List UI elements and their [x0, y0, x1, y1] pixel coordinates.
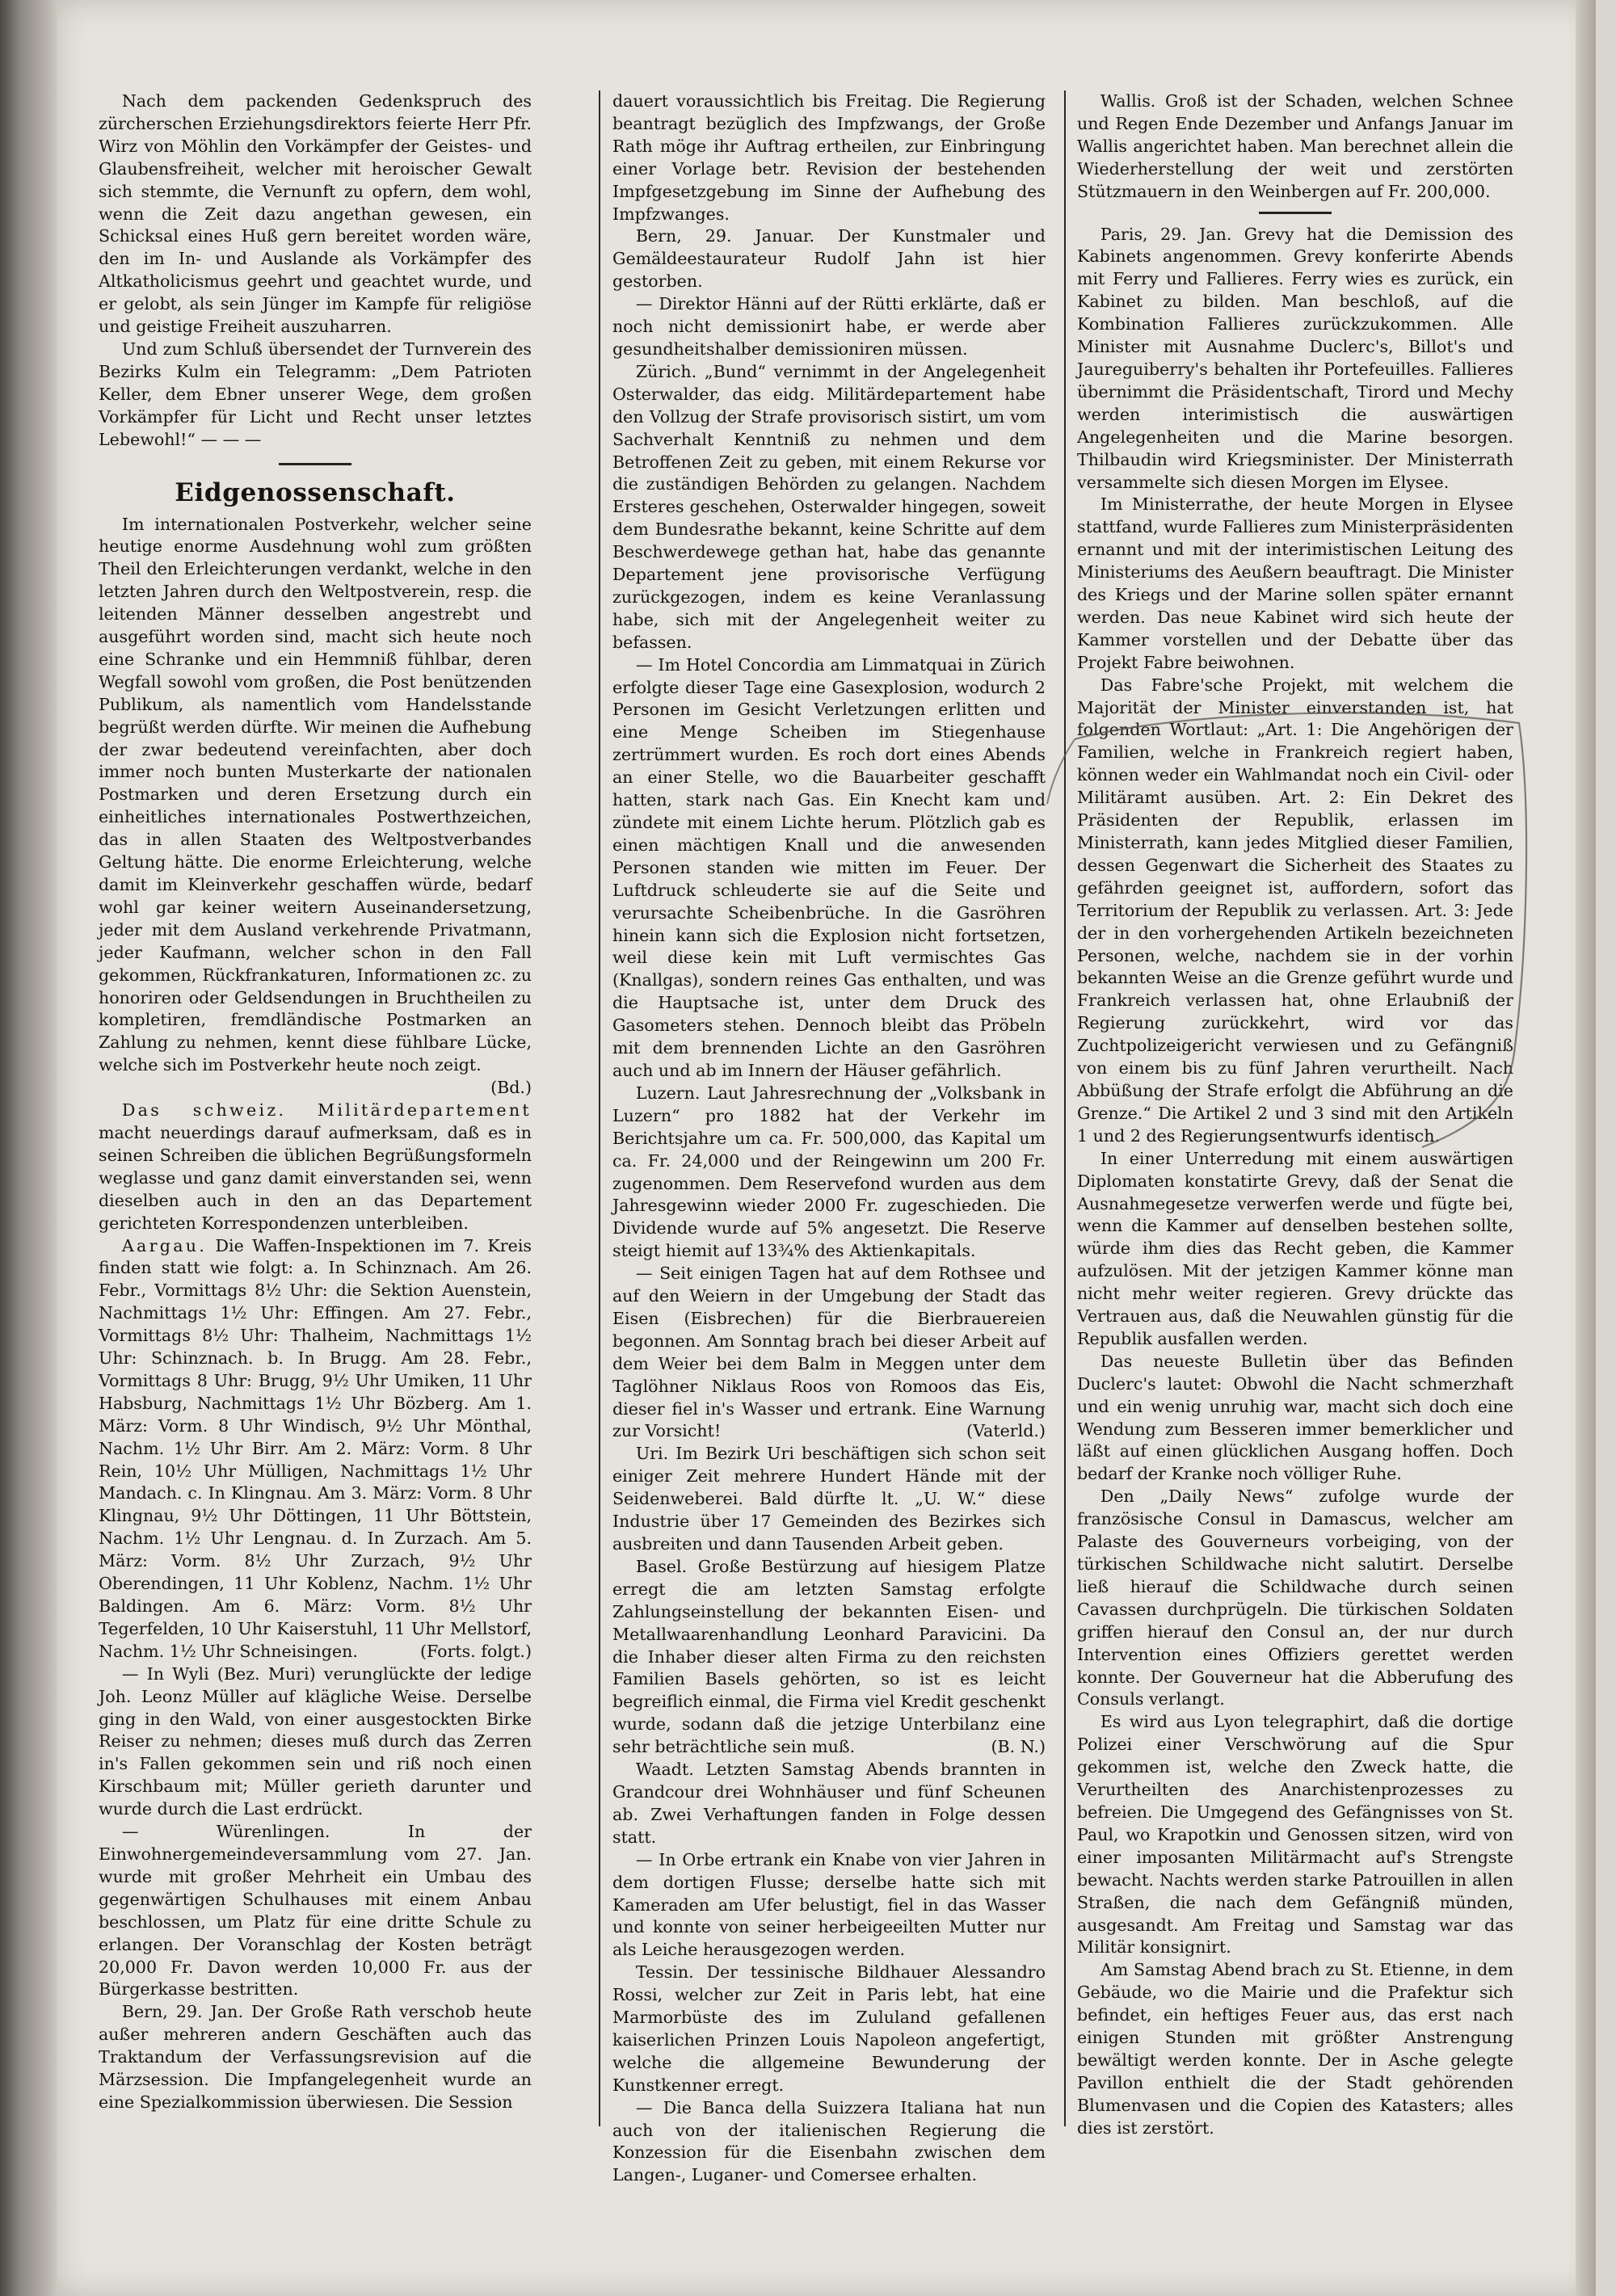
article-body: Basel. Große Bestürzung auf hiesigem Platze erregt die am letzten Samstag erfolgte Zahlungseinstellung der bekannten Eisen- und Metallwaarenhandlung Leonhard Paravicini. Da die Inhaber dieser alten Firma zu den reichsten Familien Basels gehörten, so ist es leicht begreiflich einmal, die Firma viel Kredit geschenkt wurde, sodann daß die jetzige Unterbilanz eine sehr beträchtliche sein muß.	[612, 1556, 1046, 1757]
article-text: Bern, 29. Jan. Der Große Rath verschob heute außer mehreren andern Geschäften auch das Traktandum der Verfassungsrevision auf die Märzsession. Die Impfangelegenheit wurde an eine Spezialkommission überwiesen. Die Session	[99, 2002, 532, 2112]
article-body: — Seit einigen Tagen hat auf dem Rothsee und auf den Weiern in der Umgebung der Stadt das Eisen (Eisbrechen) für die Bierbrauereien begonnen. Am Sonntag brach bei dieser Arbeit auf dem Weier bei dem Balm in Meggen unter dem Taglöhner Niklaus Roos von Romoos das Eis, dieser fiel in's Wasser und ertrank. Eine Warnung zur Vorsicht!	[612, 1264, 1046, 1441]
article-text: Das neueste Bulletin über das Befinden Duclerc's lautet: Obwohl die Nacht schmerzhaft und ein wenig unruhig war, macht sich doch eine Wendung zum Besseren immer bemerklicher und läßt auf einen glücklichen Ausgang hoffen. Doch bedarf der Kranke noch völliger Ruhe.	[1077, 1351, 1513, 1484]
article-lead: Das schweiz. Militärdepartement	[121, 1100, 532, 1121]
column-2	[612, 90, 1046, 2187]
article-text: — In Wyli (Bez. Muri) verunglückte der ledige Joh. Leonz Müller auf klägliche Weise. Derselbe ging in den Wald, von einer ausgestockten Birke Reiser zu nehmen; dieses muß durch das Zerren in's Fallen gekommen sein und riß noch einen Kirschbaum mit; Müller gerieth darunter und wurde durch die Last erdrückt.	[99, 1663, 532, 1819]
article-text: Es wird aus Lyon telegraphirt, daß die dortige Polizei einer Verschwörung auf die Spur gekommen ist, welche den Zweck hatte, die Verurtheilten des Anarchistenprozesses zu befreien. Die Umgegend des Gefängnisses von St. Paul, wo Krapotkin und Genossen sitzen, wird von einer imposanten Militärmacht auf's Strengste bewacht. Nachts werden starke Patrouillen in allen Straßen, die nach dem Gefängniß münden, ausgesandt. Am Freitag und Samstag war das Militär konsignirt.	[1077, 1712, 1513, 1957]
article-body: Im internationalen Postverkehr, welcher seine heutige enorme Ausdehnung wohl zum größten Theil den Erleichterungen verdankt, welche in den letzten Jahren durch den Weltpostverein, resp. die leitenden Männer desselben angestrebt und ausgeführt worden sind, macht sich heute noch eine Schranke und ein Hemmniß fühlbar, deren Wegfall sowohl vom großen, die Post benützenden Publikum, als namentlich vom Handelsstande begrüßt werden dürfte. Wir meinen die Aufhebung der zwar bedeutend vereinfachten, aber doch immer noch bunten Musterkarte der nationalen Postmarken und deren Ersetzung durch ein einheitliches internationales Postwerthzeichen, das in allen Staaten des Weltpostverbandes Geltung hätte. Die enorme Erleichterung, welche damit im Kleinverkehr geschaffen würde, bedarf wohl gar keiner weitern Auseinandersetzung, jeder mit dem Ausland verkehrende Privatmann, jeder Kaufmann, welcher schon in den Fall gekommen, Rückfrankaturen, Informationen zc. zu honoriren oder Geldsendungen in Bruchtheilen zu kompletiren, fremdländische Postmarken an Zahlung zu nehmen, kennt diese fühlbare Lücke, welche sich im Postverkehr heute noch zeigt.	[99, 514, 532, 1075]
column-rule-1	[599, 90, 600, 2126]
article-text: — Im Hotel Concordia am Limmatquai in Zürich erfolgte dieser Tage eine Gasexplosion, wodurch 2 Personen im Gesicht Verletzungen erlitten und eine Menge Scheiben im Stiegenhause zertrümmert wurden. Es roch dort eines Abends an einer Stelle, wo die Bauarbeiter geschafft hatten, stark nach Gas. Ein Knecht kam und zündete mit einem Lichte herum. Plötzlich gab es einen mächtigen Knall und die anwesenden Personen standen wie mitten im Feuer. Der Luftdruck schleuderte sie auf die Seite und verursachte Scheibenbrüche. In die Gasröhren hinein kann sich die Explosion nicht fortsetzen, weil diese kein mit Luft vermischtes Gas (Knallgas), sondern reines Gas enthalten, und was die Hauptsache ist, unter dem Druck des Gasometers stehen. Dennoch bleibt das Pröbeln mit dem brennenden Lichte an den Gasröhren auch und ab im Innern der Häuser gefährlich.	[612, 654, 1046, 1080]
article-text: — Direktor Hänni auf der Rütti erklärte, daß er noch nicht demissionirt habe, er werde aber gesundheitshalber demissioniren müssen.	[612, 294, 1046, 359]
article-text: Im Ministerrathe, der heute Morgen in Elysee stattfand, wurde Fallieres zum Ministerpräsidenten ernannt und mit der interimistischen Leitung des Ministeriums des Aeußern beauftragt. Die Minister des Kriegs und der Marine sollen später ernannt werden. Das neue Kabinet wird sich heute der Kammer vorstellen und der Debatte über das Projekt Fabre beiwohnen.	[1077, 494, 1513, 672]
column-1	[99, 90, 532, 2114]
article-text: dauert voraussichtlich bis Freitag. Die Regierung beantragt bezüglich des Impfzwangs, der Große Rath möge ihr Auftrag ertheilen, zur Einbringung einer Vorlage betr. Revision der bestehenden Impfgesetzgebung im Sinne der Aufhebung des Impfzwanges.	[612, 91, 1046, 224]
article-text: Bern, 29. Januar. Der Kunstmaler und Gemäldeestaurateur Rudolf Jahn ist hier gestorben.	[612, 226, 1046, 292]
article-text: — Die Banca della Suizzera Italiana hat nun auch von der italienischen Regierung die Konzession für die Eisenbahn zwischen dem Langen-, Luganer- und Comersee erhalten.	[612, 2097, 1046, 2185]
source-attribution: (Bd.)	[490, 1078, 532, 1098]
section-divider	[279, 463, 351, 465]
article-text: Waadt. Letzten Samstag Abends brannten in Grandcour drei Wohnhäuser und fünf Scheunen ab. Zwei Verhaftungen fanden in Folge dessen statt.	[612, 1760, 1046, 1847]
article-text: — In Orbe ertrank ein Knabe von vier Jahren in dem dortigen Flusse; derselbe hatte sich mit Kameraden am Ufer belustigt, fiel in das Wasser und konnte von seiner herbeigeeilten Mutter nur als Leiche herausgezogen werden.	[612, 1849, 1046, 1960]
article-text: Den „Daily News“ zufolge wurde der französische Consul in Damascus, welcher am Palaste des Gouverneurs vorbeiging, von der türkischen Schildwache nicht salutirt. Derselbe ließ hierauf die Schildwache durch seinen Cavassen durchprügeln. Die türkischen Soldaten griffen hierauf den Consul an, der nur durch Intervention eines Offiziers gerettet werden konnte. Der Gouverneur hat die Abberufung des Consuls verlangt.	[1077, 1487, 1513, 1709]
article-text	[99, 514, 532, 1098]
article-text: Und zum Schluß übersendet der Turnverein des Bezirks Kulm ein Telegramm: „Dem Patrioten Keller, dem Ebner unserer Wege, dem großen Vorkämpfer für Licht und Recht unser letztes Lebewohl!“ — — —	[99, 339, 532, 449]
article-text: — Würenlingen. In der Einwohnergemeindeversammlung vom 27. Jan. wurde mit großer Mehrheit ein Umbau des gegenwärtigen Schulhauses mit einem Anbau beschlossen, um Platz für eine dritte Schule zu erlangen. Der Voranschlag der Kosten beträgt 20,000 Fr. Davon werden 10,000 Fr. aus der Bürgerkasse bestritten.	[99, 1822, 532, 2000]
article-text: Zürich. „Bund“ vernimmt in der Angelegenheit Osterwalder, das eidg. Militärdepartement habe den Vollzug der Strafe provisorisch sistirt, um vom Sachverhalt Kenntniß zu nehmen und dem Betroffenen Zeit zu geben, mit einem Rekurse vor die zuständigen Behörden zu gelangen. Nachdem Ersteres geschehen, Osterwalder hingegen, soweit dem Bundesrathe bekannt, keine Schritte auf dem Beschwerdewege gethan hat, habe das genannte Departement jene provisorische Verfügung zurückgezogen, indem es keine Veranlassung habe, sich mit der Angelegenheit weiter zu befassen.	[612, 361, 1046, 652]
article-text: Paris, 29. Jan. Grevy hat die Demission des Kabinets angenommen. Grevy konferirte Abends mit Ferry und Fallieres. Ferry wies es zurück, ein Kabinet zu bilden. Man beschloß, auf die Kombination Fallieres zurückzukommen. Alle Minister mit Ausnahme Duclerc's, Billot's und Jaureguiberry's behalten ihr Portefeuilles. Fallieres übernimmt die Präsidentschaft, Tirord und Mechy werden interimistisch die auswärtigen Angelegenheiten und die Marine besorgen. Thilbaudin wird Kriegsminister. Der Ministerrath versammelte sich diesen Morgen im Elysee.	[1077, 224, 1513, 492]
article-text	[99, 1100, 532, 1234]
article-text: Luzern. Laut Jahresrechnung der „Volksbank in Luzern“ pro 1882 hat der Verkehr im Berichtsjahre um ca. Fr. 500,000, das Kapital um ca. Fr. 24,000 und der Reingewinn um 200 Fr. zugenommen. Dem Reservefond wurden aus dem Jahresgewinn wieder 2000 Fr. zugeschieden. Die Dividende wurde auf 5% angesetzt. Die Reserve steigt hiemit auf 13¾% des Aktienkapitals.	[612, 1083, 1046, 1261]
column-3	[1077, 90, 1513, 2140]
column-rule-2	[1064, 90, 1066, 2126]
article-text: Uri. Im Bezirk Uri beschäftigen sich schon seit einiger Zeit mehrere Hundert Hände mit der Seidenweberei. Bald dürfte lt. „U. W.“ diese Industrie über 17 Gemeinden des Bezirkes sich ausbreiten und dann Tausenden Arbeit geben.	[612, 1444, 1046, 1554]
page-right-edge	[1576, 0, 1596, 2296]
article-lead: Aargau.	[121, 1235, 208, 1255]
section-heading: Eidgenossenschaft.	[175, 477, 456, 507]
article-text: Nach dem packenden Gedenkspruch des zürcherschen Erziehungsdirektors feierte Herr Pfr. Wirz von Möhlin den Vorkämpfer der Geistes- und Glaubensfreiheit, welcher mit heroischer Gewalt sich stemmte, die Vernunft zu opfern, dem wohl, wenn die Zeit dazu angethan gewesen, ein Schicksal eines Huß gern bereitet worden wäre, den im In- und Auslande als Vorkämpfer des Altkatholicismus geehrt und geachtet wurde, und er gelobt, als sein Jünger im Kampfe für religiöse und geistige Freiheit auszuharren.	[99, 91, 532, 337]
book-binding-edge	[0, 0, 57, 2296]
section-divider	[1259, 212, 1332, 214]
source-attribution: (Vaterld.)	[966, 1421, 1046, 1441]
article-text: Am Samstag Abend brach zu St. Etienne, in dem Gebäude, wo die Mairie und die Prafektur sich befindet, ein heftiges Feuer aus, das erst nach einigen Stunden mit größter Anstrengung bewältigt werden konnte. Der in Asche gelegte Pavillon enthielt die der Stadt gehörenden Blumenvasen und die Copien des Katasters; alles dies ist zerstört.	[1077, 1960, 1513, 2138]
article-body: Die Waffen-Inspektionen im 7. Kreis finden statt wie folgt: a. In Schinznach. Am 26. Febr., Vormittags 8½ Uhr: die Sektion Auenstein, Nachmittags 1½ Uhr: Effingen. Am 27. Febr., Vormittags 8½ Uhr: Thalheim, Nachmittags 1½ Uhr: Schinznach. b. In Brugg. Am 28. Febr., Vormittags 8 Uhr: Brugg, 9½ Uhr Umiken, 11 Uhr Habsburg, Nachmittags 1½ Uhr Bözberg. Am 1. März: Vorm. 8 Uhr Windisch, 9½ Uhr Mönthal, Nachm. 1½ Uhr Birr. Am 2. März: Vorm. 8 Uhr Rein, 10½ Uhr Mülligen, Nachmittags 1½ Uhr Mandach. c. In Klingnau. Am 3. März: Vorm. 8 Uhr Klingnau, 9½ Uhr Döttingen, 11 Uhr Böttstein, Nachm. 1½ Uhr Lengnau. d. In Zurzach. Am 5. März: Vorm. 8½ Uhr Zurzach, 9½ Uhr Oberendingen, 11 Uhr Koblenz, Nachm. 1½ Uhr Baldingen. Am 6. März: Vorm. 8½ Uhr Tegerfelden, 10 Uhr Kaiserstuhl, 11 Uhr Mellstorf, Nachm. 1½ Uhr Schneisingen.	[99, 1235, 532, 1661]
article-text: Das Fabre'sche Projekt, mit welchem die Majorität der Minister einverstanden ist, hat folgenden Wortlaut: „Art. 1: Die Angehörigen der Familien, welche in Frankreich regiert haben, können weder ein Wahlmandat noch ein Civil- oder Militäramt ausüben. Art. 2: Ein Dekret des Präsidenten der Republik, erlassen im Ministerrath, kann jedes Mitglied dieser Familien, dessen Gegenwart die Sicherheit des Staates zu gefährden geeignet ist, auffordern, sofort das Territorium der Republik zu verlassen. Art. 3: Jede der in den vorhergehenden Artikeln bezeichneten Personen, welche, nachdem sie in der vorhin bekannten Weise an die Grenze geführt wurde und Frankreich verlassen hat, ohne Erlaubniß der Regierung zurückkehrt, wird vor das Zuchtpolizeigericht verwiesen und zu Gefängniß von einem bis zu fünf Jahren verurtheilt. Nach Abbüßung der Strafe erfolgt die Abführung an die Grenze.“ Die Artikel 2 und 3 sind mit den Artikeln 1 und 2 des Regierungsentwurfs identisch.	[1077, 675, 1513, 1146]
article-text: Wallis. Groß ist der Schaden, welchen Schnee und Regen Ende Dezember und Anfangs Januar im Wallis angerichtet haben. Man berechnet allein die Wiederherstellung der weit und zerstörten Stützmauern in den Weinbergen auf Fr. 200,000.	[1077, 91, 1513, 201]
article-text	[99, 1235, 532, 1663]
article-text: Tessin. Der tessinische Bildhauer Alessandro Rossi, welcher zur Zeit in Paris lebt, hat eine Marmorbüste des im Zululand gefallenen kaiserlichen Prinzen Louis Napoleon angefertigt, welche die allgemeine Bewunderung der Kunstkenner erregt.	[612, 1962, 1046, 2095]
article-text	[612, 1556, 1046, 1759]
source-attribution: (Forts. folgt.)	[419, 1641, 532, 1661]
article-body: macht neuerdings darauf aufmerksam, daß es in seinen Schreiben die üblichen Begrüßungsformeln weglasse und ganz damit einverstanden sei, wenn dieselben auch in den an das Departement gerichteten Korrespondenzen unterbleiben.	[99, 1122, 532, 1233]
source-attribution: (B. N.)	[991, 1737, 1046, 1757]
article-text: In einer Unterredung mit einem auswärtigen Diplomaten konstatirte Grevy, daß der Senat die Ausnahmegesetze verwerfen werde und fügte bei, wenn die Kammer auf denselben bestehen sollte, würde ihm dies das Recht geben, die Kammer aufzulösen. Mit der jetzigen Kammer könne man nicht mehr weiter regieren. Grevy drückte das Vertrauen aus, daß die Neuwahlen günstig für die Republik ausfallen werden.	[1077, 1148, 1513, 1348]
article-text	[612, 1263, 1046, 1443]
